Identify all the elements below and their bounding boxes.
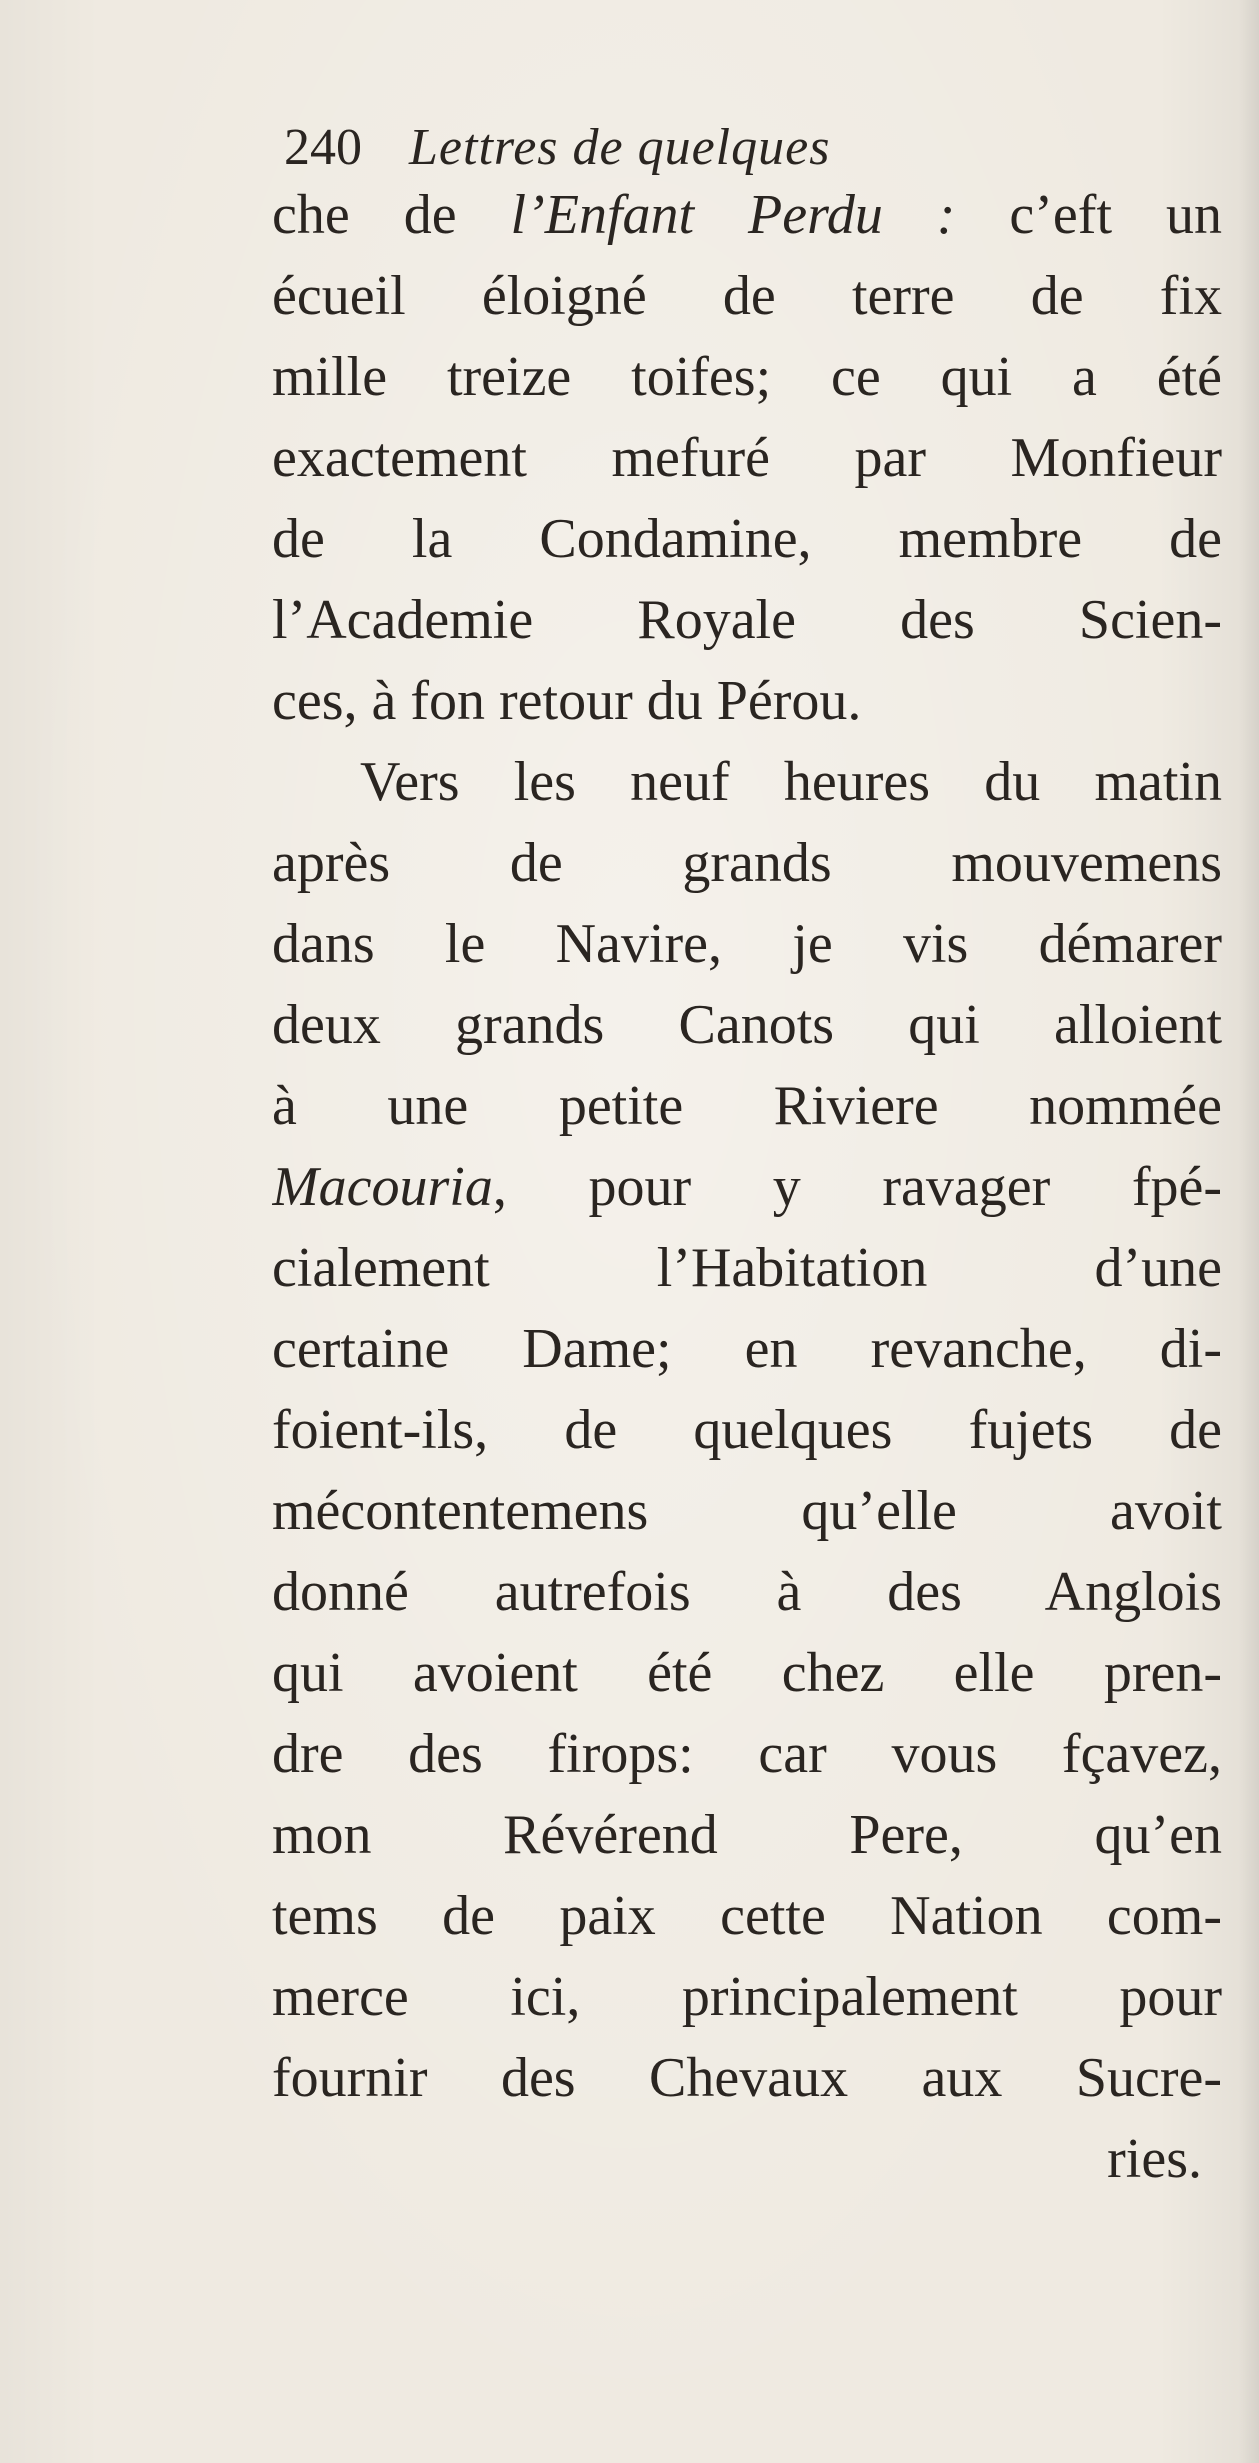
text-line: dans le Navire, je vis démarer xyxy=(272,913,1222,975)
text-line: qui avoient été chez elle pren- xyxy=(272,1642,1222,1704)
text-line: après de grands mouvemens xyxy=(272,832,1222,894)
text-line: Vers les neuf heures du matin xyxy=(360,751,1222,813)
catchword: ries. xyxy=(1107,2128,1202,2190)
text-line: écueil éloigné de terre de fix xyxy=(272,265,1222,327)
body-text xyxy=(272,175,1222,2200)
text-line: ces, à fon retour du Pérou. xyxy=(272,670,862,732)
text-line: mille treize toifes; ce qui a été xyxy=(272,346,1222,408)
text-line: certaine Dame; en revanche, di- xyxy=(272,1318,1222,1380)
text-line: foient-ils, de quelques fujets de xyxy=(272,1399,1222,1461)
text-line: exactement mefuré par Monfieur xyxy=(272,427,1222,489)
text-line: deux grands Canots qui alloient xyxy=(272,994,1222,1056)
page-edge-shadow xyxy=(1239,0,1259,2463)
text-line: à une petite Riviere nommée xyxy=(272,1075,1222,1137)
text-line: l’Academie Royale des Scien- xyxy=(272,589,1222,651)
page-number: 240 xyxy=(284,119,362,176)
running-title: Lettres de quelques xyxy=(409,119,831,176)
text-line: che de l’Enfant Perdu : c’eft un xyxy=(272,184,1222,246)
text-line: de la Condamine, membre de xyxy=(272,508,1222,570)
text-line: cialement l’Habitation d’une xyxy=(272,1237,1222,1299)
text-line: donné autrefois à des Anglois xyxy=(272,1561,1222,1623)
text-line: merce ici, principalement pour xyxy=(272,1966,1222,2028)
text-line: mécontentemens qu’elle avoit xyxy=(272,1480,1222,1542)
page-header xyxy=(284,112,830,182)
text-line: mon Révérend Pere, qu’en xyxy=(272,1804,1222,1866)
text-line: tems de paix cette Nation com- xyxy=(272,1885,1222,1947)
text-line: Macouria, pour y ravager fpé- xyxy=(272,1156,1222,1218)
text-line: fournir des Chevaux aux Sucre- xyxy=(272,2047,1222,2109)
text-line: dre des firops: car vous fçavez, xyxy=(272,1723,1222,1785)
